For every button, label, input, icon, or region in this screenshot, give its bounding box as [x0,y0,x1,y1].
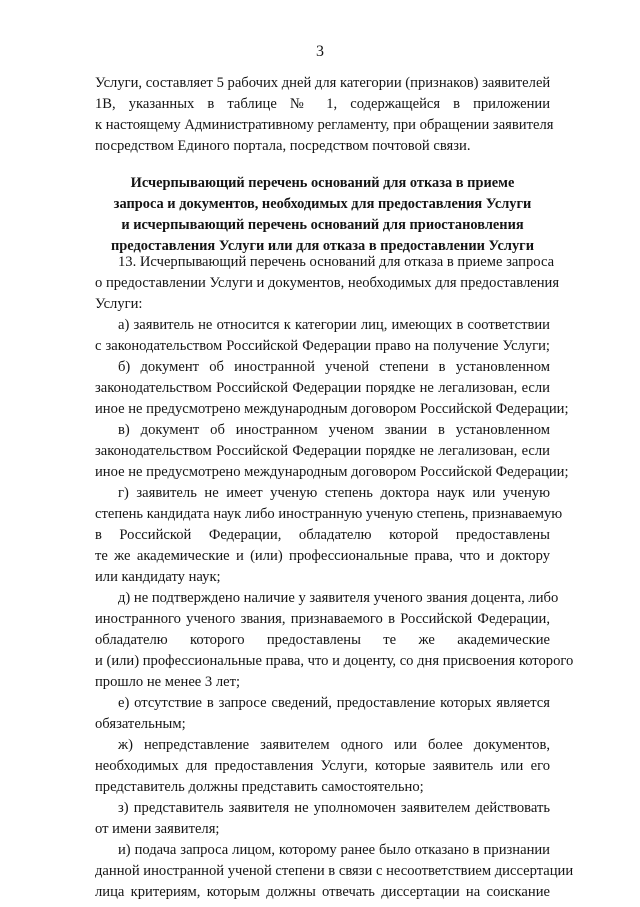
text-line: 13. Исчерпывающий перечень оснований для отказа в приеме запроса [118,254,555,270]
list-item-line: от имени заявителя; [95,821,220,837]
list-item-line: в) документ об иностранном ученом звании в установленном [118,422,550,438]
text-line: о предоставлении Услуги и документов, необходимых для предоставления [95,275,560,291]
text-line: посредством Единого портала, посредством почтовой связи. [95,138,471,154]
list-item-line: законодательством Российской Федерации порядке не легализован, если [95,380,550,396]
list-item-line: г) заявитель не имеет ученую степень доктора наук или ученую [118,485,550,501]
list-item-line: д) не подтверждено наличие у заявителя ученого звания доцента, либо [118,590,559,606]
section-heading-line: и исчерпывающий перечень оснований для приостановления [121,217,524,233]
list-item-line: законодательством Российской Федерации порядке не легализован, если [95,443,550,459]
text-line: 1В, указанных в таблице № 1, содержащейся в приложении [95,96,550,112]
list-item-line: данной иностранной ученой степени в связи с несоответствием диссертации [95,863,574,879]
list-item-line: иное не предусмотрено международным договором Российской Федерации; [95,464,569,480]
list-item-line: с законодательством Российской Федерации право на получение Услуги; [95,338,550,354]
list-item-line: б) документ об иностранной ученой степени в установленном [118,359,550,375]
list-item-line: или кандидату наук; [95,569,221,585]
list-item-line: и (или) профессиональные права, что и доценту, со дня присвоения которого [95,653,574,669]
list-item-line: прошло не менее 3 лет; [95,674,241,690]
list-item-line: з) представитель заявителя не уполномочен заявителем действовать [118,800,550,816]
text-line: Услуги: [95,296,143,312]
list-item-line: ж) непредставление заявителем одного или более документов, [118,737,550,753]
text-line: Услуги, составляет 5 рабочих дней для категории (признаков) заявителей [95,75,551,91]
list-item-line: обладателю которого предоставлены те же академические [95,632,550,648]
text-line: к настоящему Административному регламенту, при обращении заявителя [95,117,554,133]
list-item-line: иностранного ученого звания, признаваемого в Российской Федерации, [95,611,550,627]
section-heading-line: запроса и документов, необходимых для предоставления Услуги [113,196,532,212]
list-item-line: в Российской Федерации, обладателю которой предоставлены [95,527,550,543]
list-item-line: представитель должны представить самостоятельно; [95,779,424,795]
list-item-line: лица критериям, которым должны отвечать диссертации на соискание [95,884,550,900]
list-item-line: иное не предусмотрено международным договором Российской Федерации; [95,401,569,417]
list-item-line: е) отсутствие в запросе сведений, предоставление которых является [118,695,550,711]
list-item-line: обязательным; [95,716,186,732]
section-heading-line: Исчерпывающий перечень оснований для отказа в приеме [130,175,515,191]
page-number: 3 [316,43,324,60]
section-heading-line: предоставления Услуги или для отказа в предоставлении Услуги [111,238,534,254]
list-item-line: степень кандидата наук либо иностранную ученую степень, признаваемую [95,506,563,522]
list-item-line: и) подача запроса лицом, которому ранее было отказано в признании [118,842,550,858]
list-item-line: а) заявитель не относится к категории лиц, имеющих в соответствии [118,317,550,333]
list-item-line: необходимых для предоставления Услуги, которые заявитель или его [95,758,550,774]
list-item-line: те же академические и (или) профессиональные права, что и доктору [95,548,550,564]
